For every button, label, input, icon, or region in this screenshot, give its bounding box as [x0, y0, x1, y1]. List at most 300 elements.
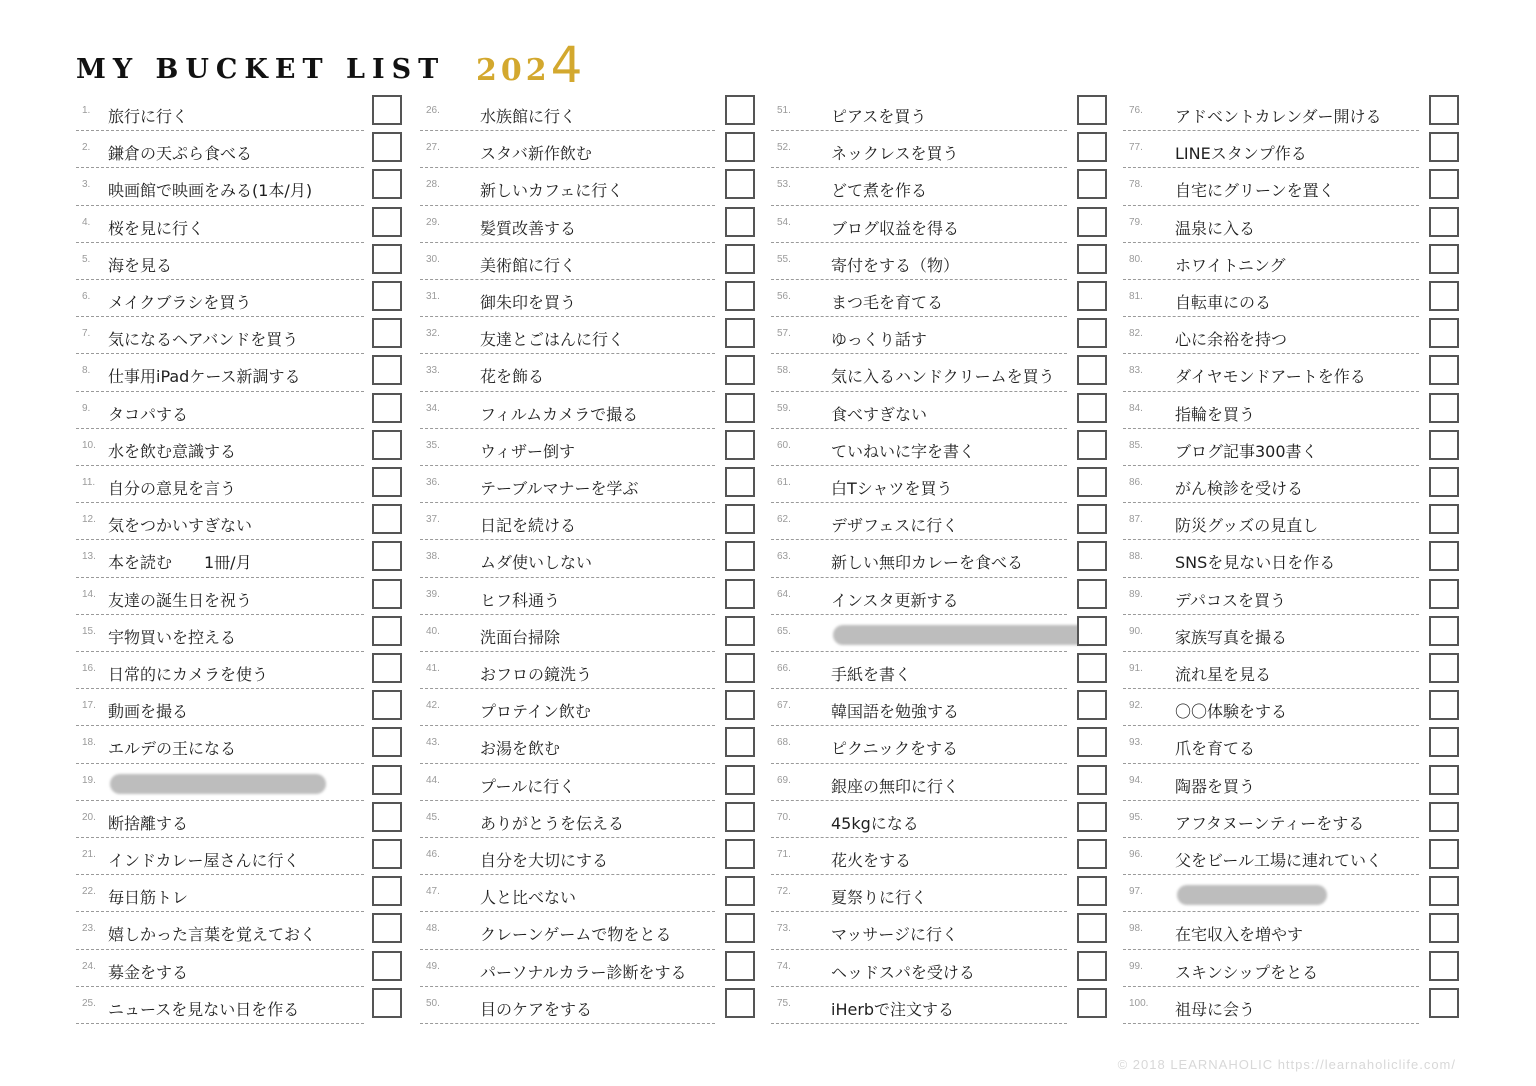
item-number: 63. — [777, 551, 791, 563]
checkbox[interactable] — [372, 802, 402, 832]
item-text: 防災グッズの見直し — [1175, 516, 1319, 536]
checkbox[interactable] — [372, 467, 402, 497]
checkbox[interactable] — [725, 169, 755, 199]
item-number: 3. — [82, 179, 91, 191]
list-item — [771, 392, 1109, 429]
item-text: 募金をする — [108, 962, 189, 982]
checkbox[interactable] — [1077, 430, 1107, 460]
checkbox[interactable] — [725, 765, 755, 795]
checkbox[interactable] — [372, 839, 402, 869]
item-number: 2. — [82, 142, 91, 154]
item-number: 42. — [426, 700, 440, 712]
item-text: プロテイン飲む — [480, 702, 591, 722]
item-number: 76. — [1129, 105, 1143, 116]
list-item — [420, 206, 757, 243]
item-text: ブログ記事300書く — [1175, 441, 1318, 461]
item-number: 18. — [82, 737, 96, 749]
item-text: 気になるヘアバンドを買う — [108, 330, 299, 350]
list-item — [1123, 131, 1461, 168]
item-number: 64. — [777, 588, 791, 600]
checkbox[interactable] — [725, 355, 755, 385]
item-text: 鎌倉の天ぷら食べる — [108, 144, 253, 164]
list-item — [76, 726, 404, 763]
item-text: 45kgになる — [831, 813, 919, 833]
list-item — [420, 764, 757, 801]
item-number: 87. — [1129, 514, 1143, 526]
item-number: 20. — [82, 811, 96, 823]
item-text: どて煮を作る — [831, 181, 928, 201]
item-number: 32. — [426, 328, 440, 340]
item-number: 15. — [82, 625, 96, 637]
checkbox[interactable] — [725, 579, 755, 609]
list-item — [76, 578, 404, 615]
list-item — [771, 875, 1109, 912]
list-item — [1123, 615, 1461, 652]
list-item — [771, 131, 1109, 168]
row-divider — [420, 1023, 715, 1024]
item-text: 気をつかいすぎない — [108, 516, 253, 536]
item-text: 自宅にグリーンを置く — [1175, 181, 1335, 201]
checkbox[interactable] — [1429, 244, 1459, 274]
item-number: 90. — [1129, 625, 1143, 637]
checkbox[interactable] — [1077, 690, 1107, 720]
checkbox[interactable] — [372, 504, 402, 534]
checkbox[interactable] — [1077, 876, 1107, 906]
checkbox[interactable] — [1077, 132, 1107, 162]
item-number: 70. — [777, 811, 791, 823]
item-number: 60. — [777, 439, 791, 451]
checkbox[interactable] — [725, 913, 755, 943]
item-text: 友達とごはんに行く — [480, 330, 625, 350]
redacted-text — [110, 774, 326, 794]
item-number: 52. — [777, 142, 791, 154]
checkbox[interactable] — [1077, 244, 1107, 274]
item-number: 48. — [426, 923, 440, 935]
checkbox[interactable] — [1077, 727, 1107, 757]
item-number: 85. — [1129, 439, 1143, 451]
list-item — [420, 243, 757, 280]
list-item — [76, 652, 404, 689]
item-number: 8. — [82, 365, 91, 377]
list-item — [420, 503, 757, 540]
item-text: 断捨離する — [108, 813, 189, 833]
year-label — [476, 34, 586, 92]
list-item — [771, 578, 1109, 615]
list-item — [1123, 875, 1461, 912]
list-item — [76, 206, 404, 243]
list-item — [76, 764, 404, 801]
item-number: 28. — [426, 179, 440, 191]
checkbox[interactable] — [1429, 690, 1459, 720]
checkbox[interactable] — [1429, 281, 1459, 311]
item-text: タコパする — [108, 404, 189, 424]
item-number: 66. — [777, 663, 791, 674]
item-text: 目のケアをする — [480, 999, 593, 1019]
checkbox[interactable] — [372, 876, 402, 906]
item-number: 84. — [1129, 402, 1143, 414]
list-item — [420, 168, 757, 205]
checkbox[interactable] — [725, 616, 755, 646]
list-item — [1123, 726, 1461, 763]
item-text: ありがとうを伝える — [480, 813, 625, 833]
item-number: 25. — [82, 997, 96, 1009]
checkbox[interactable] — [372, 430, 402, 460]
checkbox[interactable] — [372, 727, 402, 757]
item-text: ゆっくり話す — [831, 330, 927, 350]
list-item — [1123, 838, 1461, 875]
item-number: 89. — [1129, 588, 1143, 600]
checkbox[interactable] — [1429, 355, 1459, 385]
checkbox[interactable] — [1429, 951, 1459, 981]
item-text: エルデの王になる — [108, 739, 237, 759]
checkbox[interactable] — [1429, 504, 1459, 534]
list-item — [76, 689, 404, 726]
list-item — [771, 243, 1109, 280]
item-text: スキンシップをとる — [1175, 962, 1319, 982]
list-item — [420, 987, 757, 1024]
checkbox[interactable] — [725, 430, 755, 460]
checkbox[interactable] — [725, 95, 755, 125]
item-number: 33. — [426, 365, 440, 377]
item-text: スタバ新作飲む — [480, 144, 592, 164]
item-text: 宇物買いを控える — [108, 627, 237, 647]
item-number: 22. — [82, 886, 96, 898]
list-item — [420, 689, 757, 726]
list-item — [420, 280, 757, 317]
item-number: 93. — [1129, 737, 1143, 749]
checkbox[interactable] — [725, 876, 755, 906]
item-text: 指輪を買う — [1175, 404, 1256, 424]
checkbox[interactable] — [1077, 318, 1107, 348]
checkbox[interactable] — [372, 95, 402, 125]
list-item — [420, 392, 757, 429]
item-number: 62. — [777, 514, 791, 526]
checkbox[interactable] — [1429, 318, 1459, 348]
checkbox[interactable] — [1429, 727, 1459, 757]
list-item — [1123, 317, 1461, 354]
checkbox[interactable] — [725, 467, 755, 497]
item-number: 27. — [426, 142, 440, 154]
item-number: 53. — [777, 179, 791, 191]
list-item — [76, 950, 404, 987]
checkbox[interactable] — [372, 988, 402, 1018]
item-number: 91. — [1129, 663, 1143, 674]
checkbox[interactable] — [1077, 541, 1107, 571]
item-text: 髪質改善する — [480, 218, 577, 238]
item-text: インスタ更新する — [831, 590, 959, 610]
year-prefix: 202 — [476, 53, 551, 88]
checkbox[interactable] — [1077, 504, 1107, 534]
list-item — [76, 540, 404, 577]
item-text: 映画館で映画をみる(1本/月) — [108, 181, 313, 201]
item-text: 花火をする — [831, 851, 912, 870]
item-text: ダイヤモンドアートを作る — [1175, 367, 1366, 387]
item-text: 人と比べない — [480, 888, 577, 908]
item-number: 11. — [82, 477, 96, 488]
list-item — [76, 875, 404, 912]
item-number: 54. — [777, 216, 791, 228]
item-text: 美術館に行く — [480, 255, 577, 275]
list-item — [1123, 243, 1461, 280]
item-number: 1. — [82, 105, 91, 116]
checkbox[interactable] — [1429, 579, 1459, 609]
checkbox[interactable] — [1077, 169, 1107, 199]
checkbox[interactable] — [1429, 169, 1459, 199]
item-number: 73. — [777, 923, 791, 935]
item-text: お湯を飲む — [480, 739, 561, 759]
checkbox[interactable] — [725, 541, 755, 571]
checkbox[interactable] — [1077, 802, 1107, 832]
checkbox[interactable] — [725, 281, 755, 311]
list-item — [420, 131, 757, 168]
item-text: 日記を続ける — [480, 516, 577, 536]
item-number: 78. — [1129, 179, 1143, 191]
item-number: 67. — [777, 700, 791, 712]
item-number: 31. — [426, 291, 440, 302]
list-item — [1123, 94, 1461, 131]
checkbox[interactable] — [1429, 207, 1459, 237]
checkbox[interactable] — [372, 355, 402, 385]
checkbox[interactable] — [1429, 430, 1459, 460]
item-text: テーブルマナーを学ぶ — [480, 479, 639, 498]
item-text: 夏祭りに行く — [831, 888, 928, 908]
checkbox[interactable] — [1077, 913, 1107, 943]
item-number: 43. — [426, 737, 440, 749]
list-item — [76, 168, 404, 205]
checkbox[interactable] — [1429, 653, 1459, 683]
checkbox[interactable] — [372, 616, 402, 646]
item-number: 26. — [426, 105, 440, 116]
checkbox[interactable] — [1077, 467, 1107, 497]
redacted-text — [833, 625, 1095, 645]
item-number: 71. — [777, 849, 791, 860]
checkbox[interactable] — [725, 504, 755, 534]
item-text: 自転車にのる — [1175, 293, 1272, 312]
checkbox[interactable] — [1077, 988, 1107, 1018]
item-number: 95. — [1129, 811, 1143, 823]
item-text: 家族写真を撮る — [1175, 627, 1288, 647]
item-text: 気に入るハンドクリームを買う — [831, 367, 1055, 387]
item-number: 68. — [777, 737, 791, 749]
row-divider — [76, 1023, 364, 1024]
list-item — [76, 615, 404, 652]
item-text: がん検診を受ける — [1175, 479, 1304, 498]
item-number: 40. — [426, 625, 440, 637]
list-item — [1123, 987, 1461, 1024]
checkbox[interactable] — [725, 393, 755, 423]
checkbox[interactable] — [1077, 393, 1107, 423]
item-number: 94. — [1129, 774, 1143, 786]
item-number: 79. — [1129, 216, 1143, 228]
item-text: 韓国語を勉強する — [831, 702, 960, 722]
checkbox[interactable] — [372, 951, 402, 981]
item-text: 温泉に入る — [1175, 218, 1256, 238]
checkbox[interactable] — [1429, 95, 1459, 125]
list-item — [1123, 540, 1461, 577]
item-text: デパコスを買う — [1175, 590, 1287, 610]
list-item — [76, 354, 404, 391]
checkbox[interactable] — [1077, 951, 1107, 981]
copyright-footer: © 2018 LEARNAHOLIC https://learnaholiclife.com/ — [1117, 1057, 1456, 1072]
item-text: 白Tシャツを買う — [831, 479, 953, 498]
list-item — [1123, 392, 1461, 429]
item-number: 77. — [1129, 142, 1143, 154]
checkbox[interactable] — [725, 951, 755, 981]
item-number: 86. — [1129, 477, 1143, 488]
checkbox[interactable] — [1077, 616, 1107, 646]
checkbox[interactable] — [1429, 393, 1459, 423]
checkbox[interactable] — [1077, 765, 1107, 795]
checkbox[interactable] — [725, 318, 755, 348]
checkbox[interactable] — [372, 690, 402, 720]
item-text: フィルムカメラで撮る — [480, 404, 639, 424]
item-text: ホワイトニング — [1175, 255, 1286, 275]
item-number: 44. — [426, 774, 440, 786]
checkbox[interactable] — [725, 802, 755, 832]
list-item — [420, 317, 757, 354]
item-text: 自分の意見を言う — [108, 479, 237, 498]
item-text: 動画を撮る — [108, 702, 189, 722]
item-text: 友達の誕生日を祝う — [108, 590, 253, 610]
list-item — [771, 689, 1109, 726]
item-number: 57. — [777, 328, 791, 340]
item-text: 新しいカフェに行く — [480, 181, 624, 201]
item-text: ピアスを買う — [831, 107, 927, 126]
item-number: 92. — [1129, 700, 1143, 712]
item-text: 陶器を買う — [1175, 776, 1256, 796]
checkbox[interactable] — [372, 541, 402, 571]
item-number: 81. — [1129, 291, 1143, 302]
item-number: 58. — [777, 365, 791, 377]
checkbox[interactable] — [725, 988, 755, 1018]
item-number: 69. — [777, 774, 791, 786]
list-item — [420, 466, 757, 503]
checkbox[interactable] — [1077, 207, 1107, 237]
item-number: 98. — [1129, 923, 1143, 935]
list-item — [1123, 652, 1461, 689]
checkbox[interactable] — [372, 393, 402, 423]
page-title: MY BUCKET LIST — [76, 54, 446, 85]
checkbox[interactable] — [1429, 988, 1459, 1018]
item-text: 食べすぎない — [831, 404, 928, 424]
item-number: 80. — [1129, 253, 1143, 265]
checkbox[interactable] — [1429, 541, 1459, 571]
checkbox[interactable] — [372, 653, 402, 683]
list-item — [1123, 354, 1461, 391]
checkbox[interactable] — [372, 281, 402, 311]
item-text: 桜を見に行く — [108, 218, 205, 238]
list-item — [771, 503, 1109, 540]
item-number: 4. — [82, 216, 91, 228]
list-item — [1123, 578, 1461, 615]
item-number: 46. — [426, 849, 440, 860]
list-item — [76, 131, 404, 168]
checkbox[interactable] — [1077, 839, 1107, 869]
checkbox[interactable] — [1429, 616, 1459, 646]
item-text: 水を飲む意識する — [108, 441, 237, 461]
checkbox[interactable] — [725, 653, 755, 683]
checkbox[interactable] — [1429, 132, 1459, 162]
item-number: 34. — [426, 402, 440, 414]
checkbox[interactable] — [725, 244, 755, 274]
checkbox[interactable] — [725, 727, 755, 757]
checkbox[interactable] — [372, 913, 402, 943]
checkbox[interactable] — [1077, 95, 1107, 125]
list-item — [771, 726, 1109, 763]
checkbox[interactable] — [372, 579, 402, 609]
item-text: 在宅収入を増やす — [1175, 925, 1304, 945]
item-number: 38. — [426, 551, 440, 563]
checkbox[interactable] — [1429, 765, 1459, 795]
list-item — [76, 838, 404, 875]
item-number: 51. — [777, 105, 791, 116]
item-text: LINEスタンプ作る — [1175, 144, 1307, 164]
checkbox[interactable] — [372, 132, 402, 162]
checkbox[interactable] — [1429, 802, 1459, 832]
checkbox[interactable] — [725, 690, 755, 720]
checkbox[interactable] — [372, 169, 402, 199]
checkbox[interactable] — [1077, 653, 1107, 683]
list-item — [76, 392, 404, 429]
item-text: 洗面台掃除 — [480, 627, 561, 647]
item-number: 82. — [1129, 328, 1143, 340]
item-number: 7. — [82, 328, 91, 340]
item-number: 49. — [426, 960, 440, 972]
checkbox[interactable] — [1429, 913, 1459, 943]
item-number: 21. — [82, 849, 96, 860]
item-text: アフタヌーンティーをする — [1175, 813, 1365, 833]
checkbox[interactable] — [1077, 579, 1107, 609]
item-text: ブログ収益を得る — [831, 218, 960, 238]
checkbox[interactable] — [372, 244, 402, 274]
list-item — [76, 503, 404, 540]
checkbox[interactable] — [725, 207, 755, 237]
item-text: 心に余裕を持つ — [1175, 330, 1288, 350]
item-text: 嬉しかった言葉を覚えておく — [108, 925, 317, 945]
list-item — [420, 950, 757, 987]
item-text: マッサージに行く — [831, 925, 959, 945]
item-number: 14. — [82, 588, 96, 600]
item-text: インドカレー屋さんに行く — [108, 851, 300, 870]
item-number: 74. — [777, 960, 791, 972]
list-item — [1123, 689, 1461, 726]
item-number: 72. — [777, 886, 791, 898]
list-item — [771, 354, 1109, 391]
checkbox[interactable] — [1429, 467, 1459, 497]
list-item — [420, 615, 757, 652]
checkbox[interactable] — [372, 318, 402, 348]
checkbox[interactable] — [1429, 876, 1459, 906]
list-item — [420, 912, 757, 949]
item-text: デザフェスに行く — [831, 516, 959, 536]
checkbox[interactable] — [1077, 281, 1107, 311]
checkbox[interactable] — [1429, 839, 1459, 869]
checkbox[interactable] — [725, 132, 755, 162]
list-item — [420, 94, 757, 131]
item-number: 37. — [426, 514, 440, 526]
checkbox[interactable] — [372, 207, 402, 237]
checkbox[interactable] — [372, 765, 402, 795]
item-number: 55. — [777, 253, 791, 265]
checkbox[interactable] — [725, 839, 755, 869]
item-text: 水族館に行く — [480, 107, 577, 126]
checkbox[interactable] — [1077, 355, 1107, 385]
list-item — [771, 950, 1109, 987]
list-item — [76, 94, 404, 131]
list-item — [76, 912, 404, 949]
item-text: iHerbで注文する — [831, 999, 955, 1019]
list-item — [771, 987, 1109, 1024]
